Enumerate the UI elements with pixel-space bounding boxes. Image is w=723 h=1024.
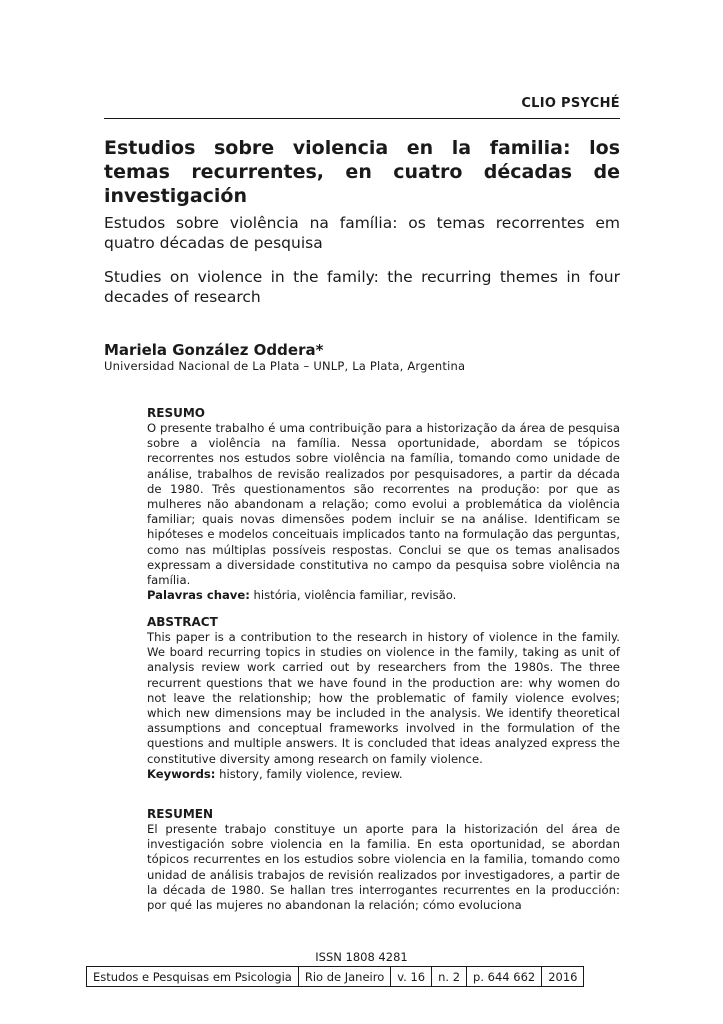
abstract-keywords-values: history, family violence, review. [215,766,403,781]
resumen-section [147,807,620,913]
resumo-section [147,406,620,603]
abstract-keywords-label: Keywords: [147,766,216,781]
journal-section-header: CLIO PSYCHÉ [521,96,620,111]
author-affiliation: Universidad Nacional de La Plata – UNLP, La Plata, Argentina [104,359,466,373]
citation-row [87,967,584,987]
resumen-heading: RESUMEN [147,807,214,821]
abstract-text: This paper is a contribution to the research in history of violence in the family. We board recurring topics in studies on violence in the family, taking as unit of analysis review work carried out by researchers from the 1980s. The three recurrent questions that we have found in the production are: why women do not leave the relationship; how the problematic of family violence evolves; which new dimensions may be included in the analysis. We identify theoretical assumptions and conceptual frameworks involved in the formulation of the questions and multiple answers. It is concluded that ideas analyzed express the constitutive diversity among research on family violence. [147,630,620,766]
resumo-keywords-values: história, violência familiar, revisão. [249,588,457,603]
author-name: Mariela González Oddera* [104,341,324,359]
citation-footer [86,966,584,987]
footer-year: 2016 [542,967,584,987]
abstract-section [147,615,620,782]
footer-number: n. 2 [432,967,467,987]
title-english: Studies on violence in the family: the recurring themes in four decades of research [104,268,620,306]
abstract-keywords [147,767,620,782]
header-divider [104,118,620,119]
footer-city: Rio de Janeiro [298,967,390,987]
resumo-keywords [147,588,620,603]
footer-volume: v. 16 [391,967,432,987]
title-spanish: Estudios sobre violencia en la familia: los temas recurrentes, en cuatro décadas de investigación [104,137,620,207]
resumen-text: El presente trabajo constituye un aporte para la historización del área de investigación sobre violencia en la familia. En esta oportunidad, se abordan tópicos recurrentes en los estudios sobre violencia en la familia, tomando como unidad de análisis trabajos de revisión realizados por investigadores, a partir de la década de 1980. Se hallan tres interrogantes recurrentes en la producción: por qué las mujeres no abandonan la relación; cómo evoluciona [147,822,620,913]
issn-label: ISSN 1808 4281 [315,950,408,964]
resumo-text: O presente trabalho é uma contribuição para a historização da área de pesquisa sobre a violência na família. Nessa oportunidade, abordam se tópicos recorrentes nos estudos sobre violência na família, tomando como unidade de análise, trabalhos de revisão realizados por pesquisadores, a partir da década de 1980. Três questionamentos são recorrentes na produção: por que as mulheres não abandonam a relação; como evolui a problemática da violência familiar; quais novas dimensões podem incluir se na análise. Identificam se hipóteses e modelos conceituais implicados tanto na formulação das perguntas, como nas múltiplas possíveis respostas. Conclui se que os temas analisados expressam a diversidade constitutiva no campo da pesquisa sobre violência na família. [147,421,620,588]
footer-journal: Estudos e Pesquisas em Psicologia [87,967,299,987]
resumo-keywords-label: Palavras chave: [147,588,250,603]
resumo-heading: RESUMO [147,406,205,420]
abstract-heading: ABSTRACT [147,615,218,629]
footer-pages: p. 644 662 [467,967,542,987]
title-portuguese: Estudos sobre violência na família: os temas recorrentes em quatro décadas de pesquisa [104,214,620,252]
